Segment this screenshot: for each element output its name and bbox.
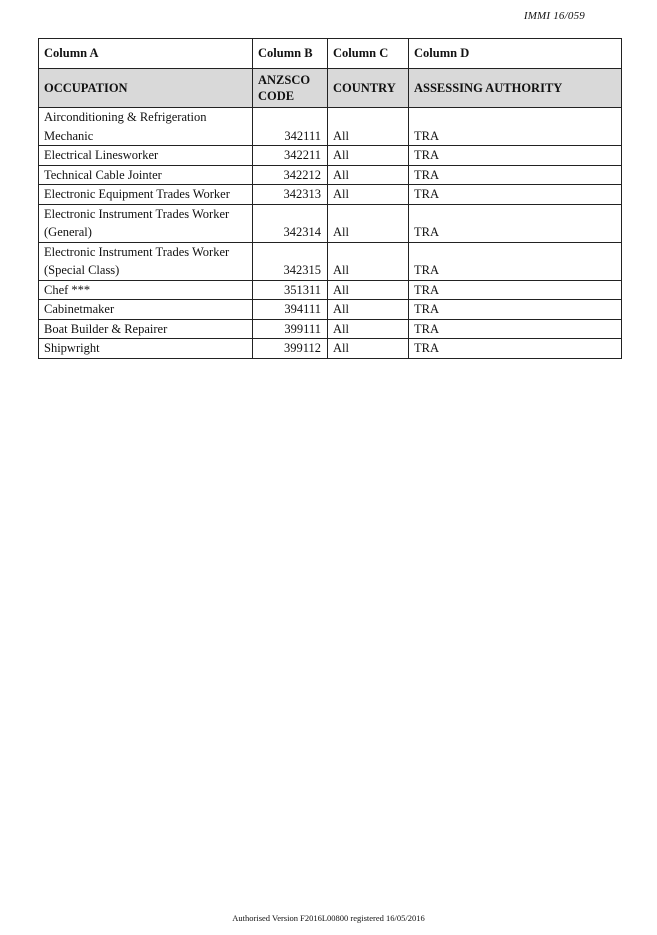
anzsco-code-cell: 351311 bbox=[253, 280, 328, 300]
country-cell: All bbox=[328, 165, 409, 185]
assessing-authority-cell: TRA bbox=[409, 242, 622, 280]
anzsco-code-cell: 342211 bbox=[253, 146, 328, 166]
country-cell: All bbox=[328, 146, 409, 166]
country-cell: All bbox=[328, 242, 409, 280]
table-row bbox=[39, 204, 622, 242]
table-row bbox=[39, 165, 622, 185]
table-row bbox=[39, 300, 622, 320]
occupation-cell: Chef *** bbox=[39, 280, 253, 300]
table-row bbox=[39, 146, 622, 166]
assessing-authority-cell: TRA bbox=[409, 165, 622, 185]
occupation-cell: Technical Cable Jointer bbox=[39, 165, 253, 185]
table-row bbox=[39, 242, 622, 280]
assessing-authority-cell: TRA bbox=[409, 319, 622, 339]
footer-authorised-version: Authorised Version F2016L00800 registered 16/05/2016 bbox=[232, 913, 425, 923]
occupation-cell: Electronic Instrument Trades Worker (General) bbox=[39, 204, 253, 242]
assessing-authority-cell: TRA bbox=[409, 339, 622, 359]
assessing-authority-cell: TRA bbox=[409, 185, 622, 205]
anzsco-code-cell: 342313 bbox=[253, 185, 328, 205]
country-cell: All bbox=[328, 204, 409, 242]
occupation-cell: Cabinetmaker bbox=[39, 300, 253, 320]
country-cell: All bbox=[328, 339, 409, 359]
occupation-cell: Shipwright bbox=[39, 339, 253, 359]
occupation-cell: Electrical Linesworker bbox=[39, 146, 253, 166]
country-cell: All bbox=[328, 300, 409, 320]
country-cell: All bbox=[328, 280, 409, 300]
anzsco-code-cell: 342315 bbox=[253, 242, 328, 280]
table-row bbox=[39, 185, 622, 205]
anzsco-code-cell: 342314 bbox=[253, 204, 328, 242]
column-c-header: Column C bbox=[328, 39, 409, 69]
occupation-cell: Boat Builder & Repairer bbox=[39, 319, 253, 339]
country-cell: All bbox=[328, 319, 409, 339]
table-row bbox=[39, 108, 622, 146]
assessing-authority-cell: TRA bbox=[409, 108, 622, 146]
assessing-authority-cell: TRA bbox=[409, 146, 622, 166]
table-row bbox=[39, 319, 622, 339]
table-body bbox=[39, 108, 622, 359]
column-a-header: Column A bbox=[39, 39, 253, 69]
anzsco-code-cell: 399112 bbox=[253, 339, 328, 359]
occupation-table bbox=[38, 38, 622, 359]
column-b-header: Column B bbox=[253, 39, 328, 69]
anzsco-code-cell: 342111 bbox=[253, 108, 328, 146]
occupation-cell: Electronic Instrument Trades Worker (Special Class) bbox=[39, 242, 253, 280]
anzsco-code-cell: 394111 bbox=[253, 300, 328, 320]
occupation-cell: Airconditioning & Refrigeration Mechanic bbox=[39, 108, 253, 146]
anzsco-code-header: ANZSCO CODE bbox=[253, 69, 328, 108]
anzsco-code-cell: 399111 bbox=[253, 319, 328, 339]
field-header-row bbox=[39, 69, 622, 108]
assessing-authority-cell: TRA bbox=[409, 204, 622, 242]
column-d-header: Column D bbox=[409, 39, 622, 69]
document-reference: IMMI 16/059 bbox=[523, 10, 585, 22]
anzsco-code-cell: 342212 bbox=[253, 165, 328, 185]
occupation-cell: Electronic Equipment Trades Worker bbox=[39, 185, 253, 205]
table-row bbox=[39, 280, 622, 300]
country-header: COUNTRY bbox=[328, 69, 409, 108]
assessing-authority-cell: TRA bbox=[409, 280, 622, 300]
country-cell: All bbox=[328, 108, 409, 146]
column-header-row bbox=[39, 39, 622, 69]
table-row bbox=[39, 339, 622, 359]
country-cell: All bbox=[328, 185, 409, 205]
occupation-header: OCCUPATION bbox=[39, 69, 253, 108]
assessing-authority-cell: TRA bbox=[409, 300, 622, 320]
assessing-authority-header: ASSESSING AUTHORITY bbox=[409, 69, 622, 108]
